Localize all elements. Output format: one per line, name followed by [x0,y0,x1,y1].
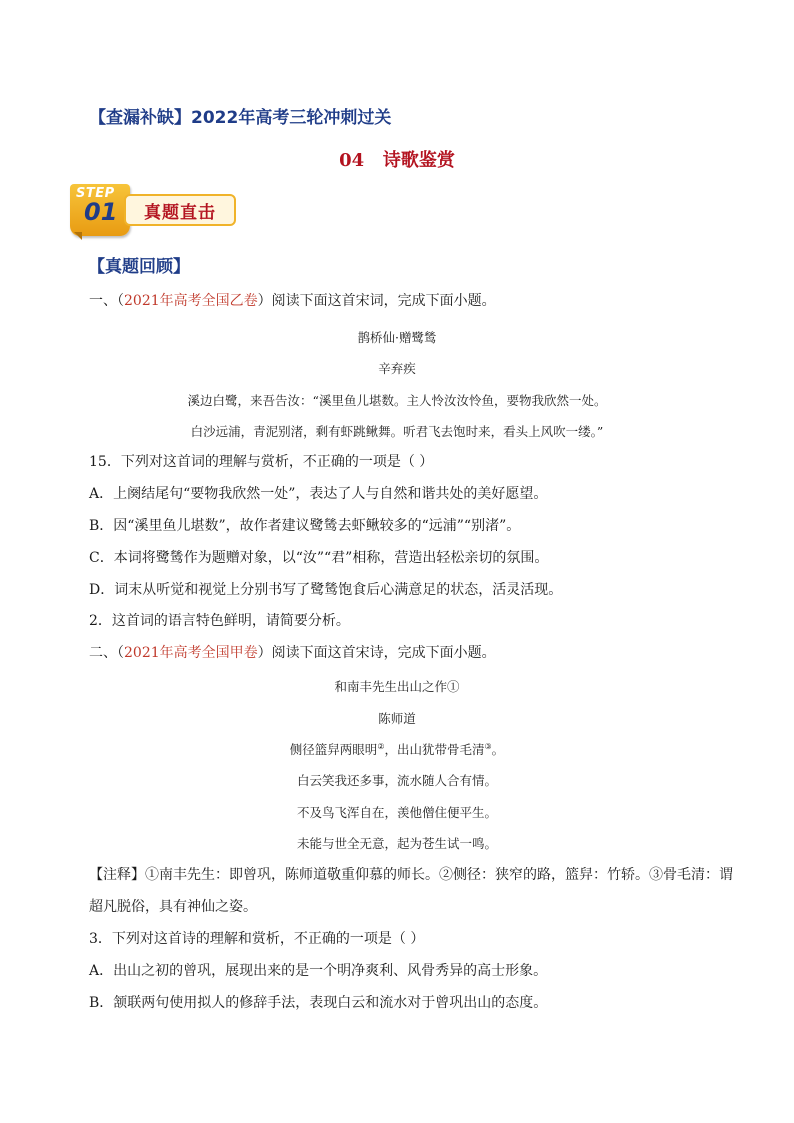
q3-option-a: A．出山之初的曾巩，展现出来的是一个明净爽利、风骨秀异的高士形象。 [89,963,548,979]
q2-poem-line1-b: ，出山犹带骨毛清 [384,742,485,757]
q1-poem-line: 白沙远浦，青泥别渚，剩有虾跳鳅舞。听君飞去饱时来，看头上风吹一缕。” [190,424,604,439]
section-subtitle: 04 诗歌鉴赏 [339,150,455,171]
q2-note-line: 超凡脱俗，具有神仙之姿。 [89,899,257,915]
q15-option-d: D．词末从听觉和视觉上分别书写了鹭鸶饱食后心满意足的状态，活灵活现。 [89,582,563,598]
step-badge [70,184,235,242]
note-marker: ③ [484,741,492,751]
q1-poem-author: 辛弃疾 [378,361,416,376]
q1-poem-line: 溪边白鹭，来吾告汝：“溪里鱼儿堪数。主人怜汝汝怜鱼，要物我欣然一处。 [187,393,607,408]
q2-intro [89,643,496,663]
section-heading: 【真题回顾】 [88,257,190,277]
q2-note-line: 【注释】①南丰先生：即曾巩，陈师道敬重仰慕的师长。②侧径：狭窄的路，篮舁：竹轿。③骨毛清：谓 [89,867,733,883]
step-tab-notch [74,232,82,240]
q15-option-b: B．因“溪里鱼儿堪数”，故作者建议鹭鸶去虾鳅较多的“远浦”“别渚”。 [89,518,521,534]
q2-intro-prefix: 二、（ [89,645,124,661]
q1-intro-prefix: 一、（ [89,293,124,309]
step-label-box [124,194,236,226]
q2-poem-line: 白云笑我还多事，流水随人合有情。 [296,773,497,788]
q1-source: 2021年高考全国乙卷 [124,293,258,309]
q2-intro-suffix: ）阅读下面这首宋诗，完成下面小题。 [257,645,496,661]
q2-poem-line1-a: 侧径篮舁两眼明 [289,742,378,757]
question-15: 15．下列对这首词的理解与赏析，不正确的一项是（ ） [89,454,434,470]
q2-poem-line1-c: 。 [491,742,505,757]
q15-option-a: A．上阕结尾句“要物我欣然一处”，表达了人与自然和谐共处的美好愿望。 [89,486,548,502]
step-word: STEP [76,186,115,201]
q15-option-c: C．本词将鹭鸶作为题赠对象，以“汝”“君”相称，营造出轻松亲切的氛围。 [89,550,549,566]
q3-option-b: B．颔联两句使用拟人的修辞手法，表现白云和流水对于曾巩出山的态度。 [89,995,548,1011]
q2-poem-line: 不及鸟飞浑自在，羡他僧住便平生。 [296,805,497,820]
q2-poem-line [0,740,794,758]
q2-poem-title: 和南丰先生出山之作① [334,679,460,694]
q1-intro-suffix: ）阅读下面这首宋词，完成下面小题。 [257,293,496,309]
step-label: 真题直击 [144,202,216,223]
document-header-title: 【查漏补缺】2022年高考三轮冲刺过关 [89,108,392,128]
q2-source: 2021年高考全国甲卷 [124,645,258,661]
q2-poem-author: 陈师道 [378,711,416,726]
q1-intro [89,291,496,311]
question-3: 3．下列对这首诗的理解和赏析，不正确的一项是（ ） [89,931,425,947]
question-2: 2．这首词的语言特色鲜明，请简要分析。 [89,613,350,629]
q1-poem-title: 鹊桥仙·赠鹭鸶 [357,330,437,345]
note-marker: ② [377,741,385,751]
step-number: 01 [84,198,118,226]
q2-poem-line: 未能与世全无意，起为苍生试一鸣。 [296,836,497,851]
